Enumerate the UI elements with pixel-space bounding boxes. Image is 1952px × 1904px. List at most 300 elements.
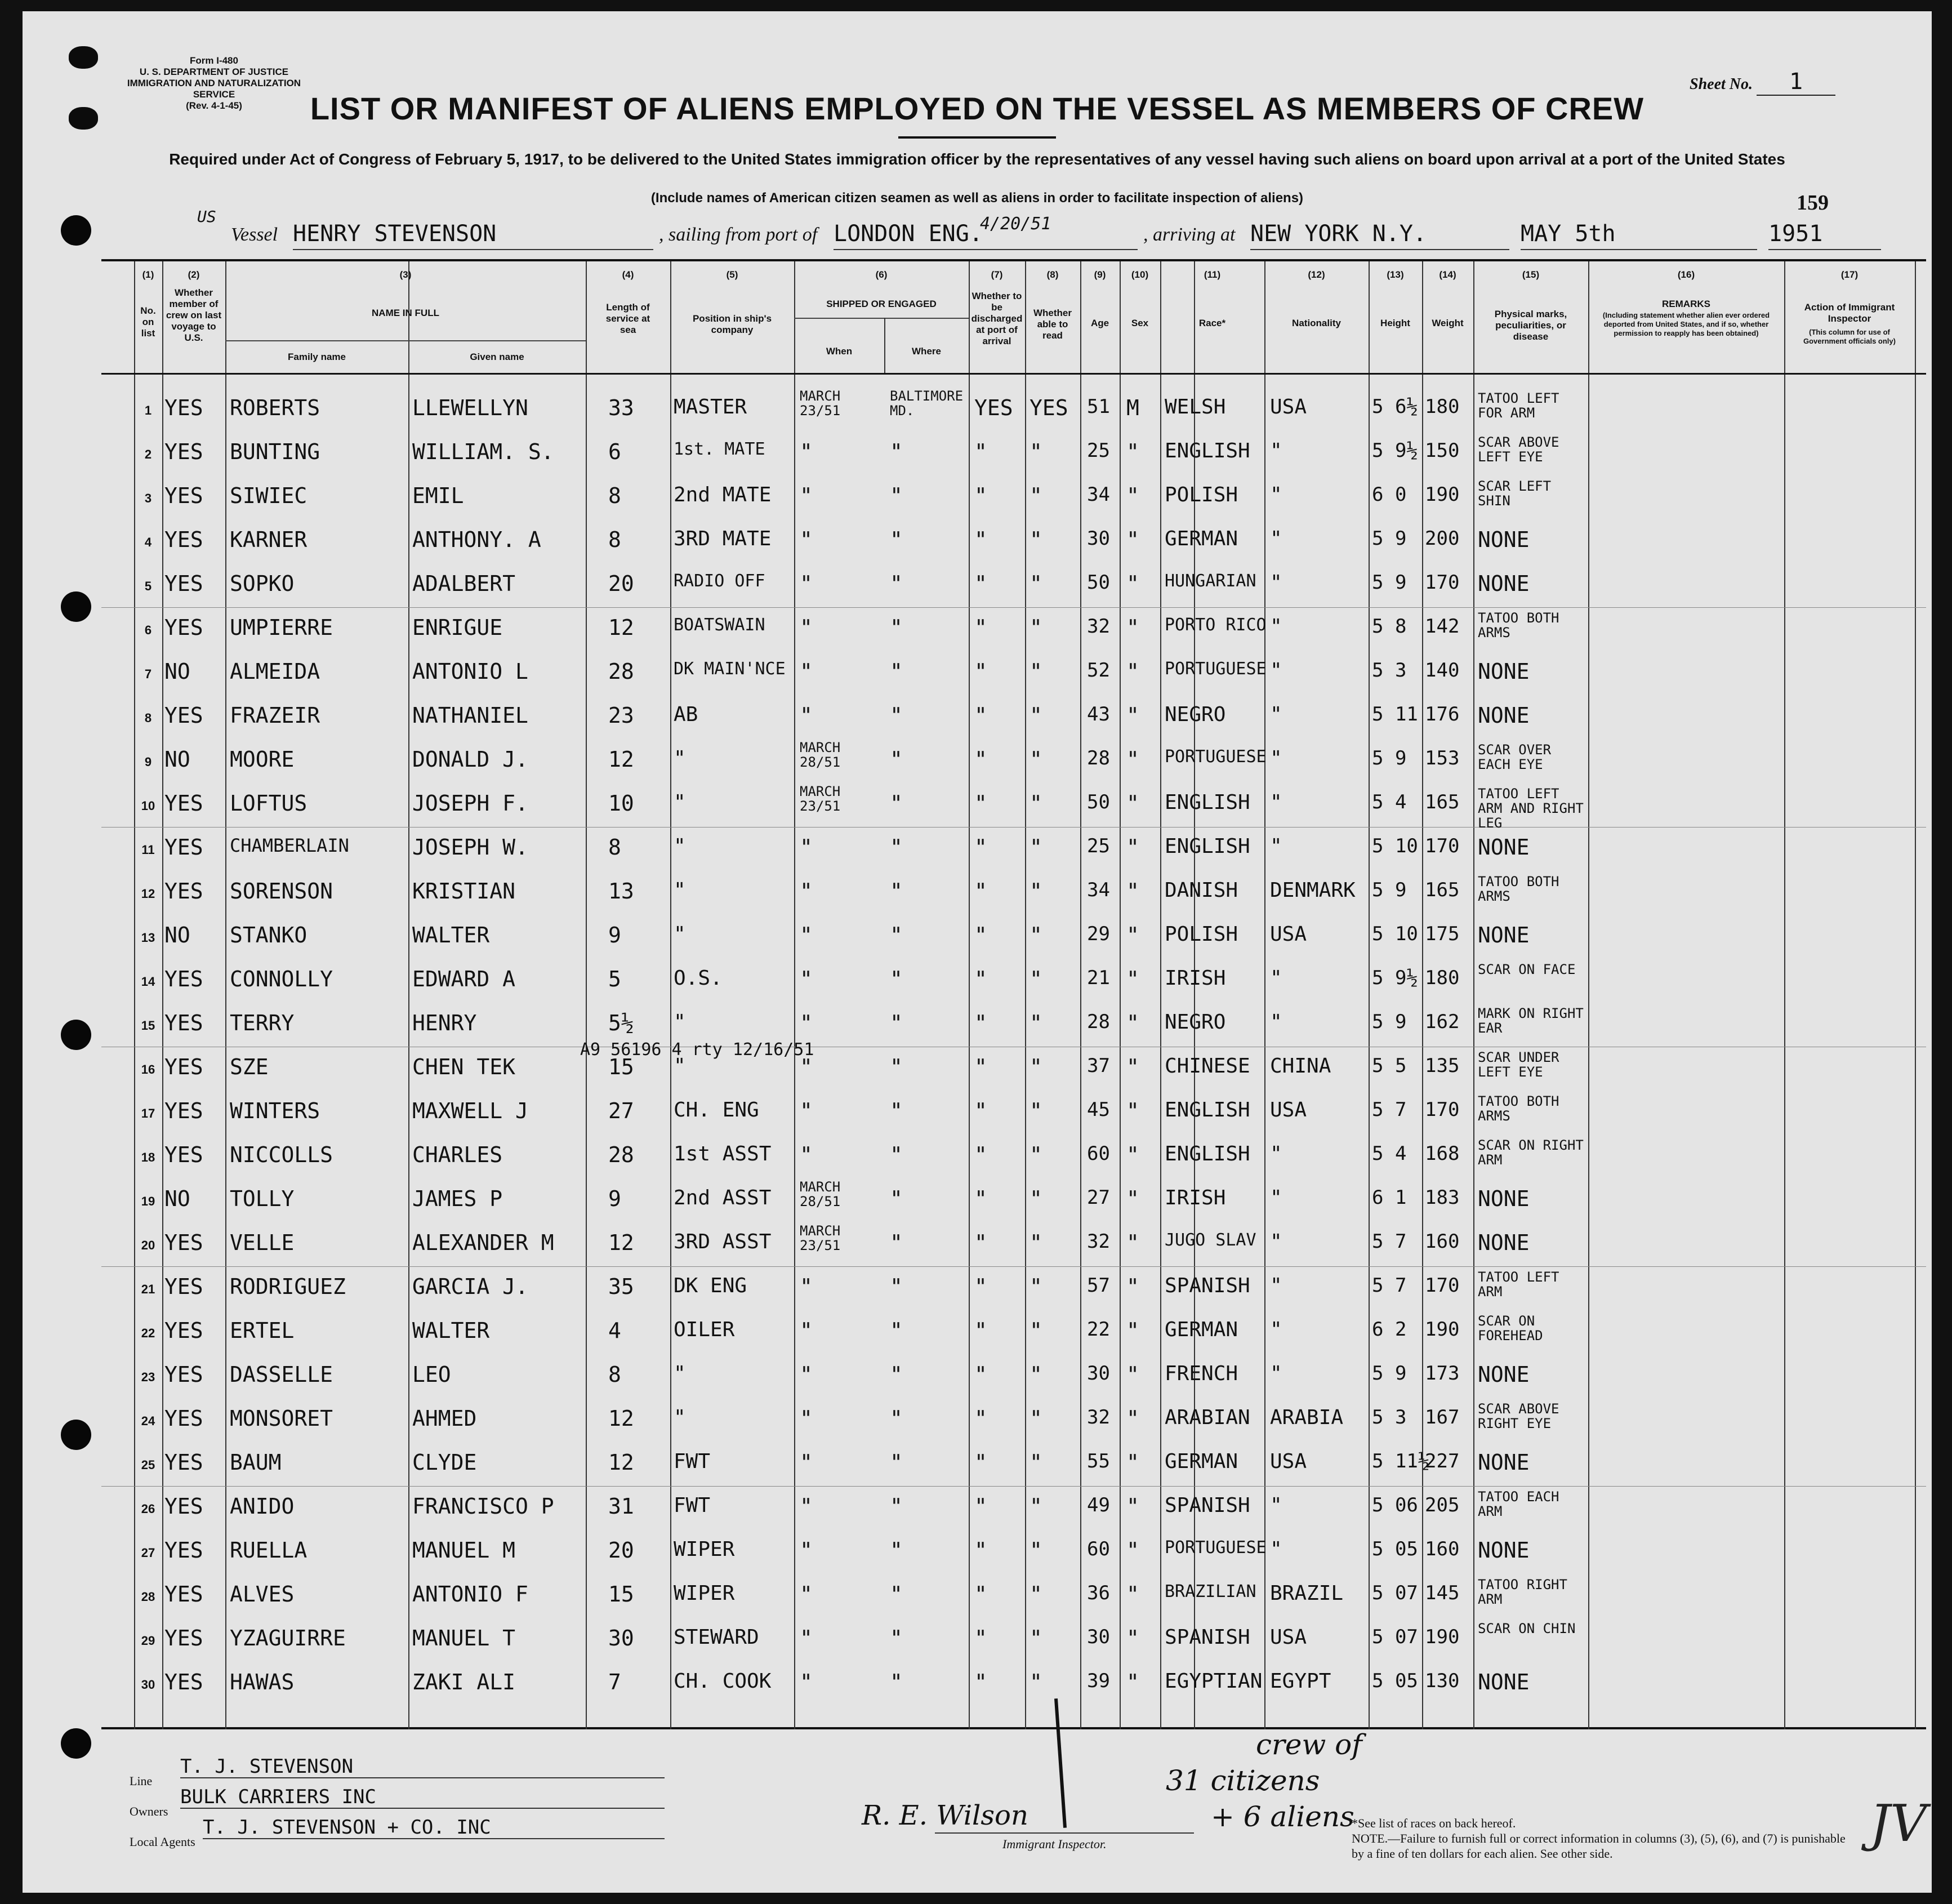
nationality: CHINA [1270, 1055, 1331, 1078]
physical-marks: NONE [1478, 527, 1530, 552]
race: SPANISH [1165, 1626, 1250, 1649]
col13-number: (13) [1387, 269, 1404, 280]
given-name: DONALD J. [412, 747, 528, 772]
shipped-where: " [890, 1274, 903, 1299]
inspector-label: Immigrant Inspector. [1002, 1837, 1107, 1851]
able-to-read: " [1030, 1626, 1042, 1651]
family-name: TERRY [230, 1011, 295, 1035]
weight: 170 [1425, 1274, 1460, 1297]
weight: 135 [1425, 1055, 1460, 1077]
race: ENGLISH [1165, 1098, 1250, 1122]
last-voyage: YES [164, 1274, 203, 1299]
service-length: 4 [608, 1318, 621, 1343]
service-name: IMMIGRATION AND NATURALIZATION SERVICE [127, 78, 301, 100]
weight: 150 [1425, 439, 1460, 462]
physical-marks: TATOO LEFT ARM AND RIGHT LEG [1478, 786, 1584, 831]
last-voyage: YES [164, 703, 203, 728]
weight: 183 [1425, 1186, 1460, 1209]
service-length: 13 [608, 879, 634, 904]
able-to-read: " [1030, 747, 1042, 772]
last-voyage: NO [164, 747, 190, 772]
col13-header: Height [1380, 318, 1410, 328]
last-voyage: YES [164, 527, 203, 552]
col3-number: (3) [399, 269, 412, 280]
row-number: 25 [141, 1458, 155, 1472]
family-name: CONNOLLY [230, 967, 333, 991]
discharged: " [974, 747, 987, 772]
col2-header: Whether member of crew on last voyage to U.S. [166, 287, 222, 343]
row-divider [101, 827, 1926, 828]
shipped-where: " [890, 1450, 903, 1475]
shipped-where: " [890, 967, 903, 991]
col17-number: (17) [1840, 269, 1859, 280]
age: 29 [1087, 923, 1110, 945]
col5-number: (5) [726, 269, 738, 280]
position: 2nd MATE [674, 483, 772, 506]
col9-number: (9) [1094, 269, 1106, 280]
height: 5 9 [1372, 747, 1407, 769]
race: CHINESE [1165, 1055, 1250, 1078]
col5-header: Position in ship's company [692, 313, 772, 335]
race: BRAZILIAN [1165, 1582, 1256, 1602]
service-annotation: A9 56196 4 rty 12/16/51 [580, 1040, 814, 1060]
given-name: WILLIAM. S. [412, 439, 554, 464]
shipped-when: " [800, 1626, 813, 1651]
physical-marks: NONE [1478, 1450, 1530, 1475]
family-name: VELLE [230, 1230, 295, 1255]
shipped-when: " [800, 439, 813, 464]
row-number: 20 [141, 1238, 155, 1252]
last-voyage: YES [164, 1670, 203, 1694]
service-length: 5 [608, 967, 621, 991]
sex: " [1126, 1230, 1139, 1255]
shipped-where: " [890, 483, 903, 508]
family-name: BUNTING [230, 439, 320, 464]
able-to-read: " [1030, 1406, 1042, 1431]
shipped-where: " [890, 1186, 903, 1211]
shipped-where: " [890, 439, 903, 464]
family-name: BAUM [230, 1450, 282, 1475]
weight: 227 [1425, 1450, 1460, 1473]
family-name: SORENSON [230, 879, 333, 904]
row-number: 29 [141, 1634, 155, 1648]
age: 55 [1087, 1450, 1110, 1473]
weight: 170 [1425, 835, 1460, 857]
weight: 175 [1425, 923, 1460, 945]
race: POLISH [1165, 483, 1238, 506]
able-to-read: " [1030, 1142, 1042, 1167]
given-name: ANTONIO F [412, 1582, 528, 1607]
height: 5 05 [1372, 1670, 1418, 1692]
age: 21 [1087, 967, 1110, 989]
col11-number: (11) [1204, 269, 1221, 280]
able-to-read: " [1030, 1494, 1042, 1519]
weight: 160 [1425, 1538, 1460, 1560]
punch-hole [61, 215, 91, 246]
physical-marks: NONE [1478, 571, 1530, 596]
physical-marks: TATOO BOTH ARMS [1478, 1093, 1559, 1124]
given-name: MAXWELL J [412, 1098, 528, 1123]
weight: 190 [1425, 483, 1460, 506]
sex: " [1126, 1670, 1139, 1694]
discharged: YES [974, 395, 1013, 420]
discharged: " [974, 967, 987, 991]
height: 5 5 [1372, 1055, 1407, 1077]
last-voyage: YES [164, 1318, 203, 1343]
height: 5 9 [1372, 527, 1407, 550]
race: DANISH [1165, 879, 1238, 902]
nationality: " [1270, 527, 1282, 550]
position: BOATSWAIN [674, 615, 765, 635]
given-name-header: Given name [470, 352, 524, 362]
race: PORTUGUESE [1165, 659, 1267, 679]
able-to-read: YES [1030, 395, 1068, 420]
family-name: SIWIEC [230, 483, 307, 508]
service-length: 6 [608, 439, 621, 464]
race: ENGLISH [1165, 439, 1250, 462]
given-name: ANTHONY. A [412, 527, 541, 552]
able-to-read: " [1030, 439, 1042, 464]
arriving-label: , arriving at [1143, 224, 1236, 245]
col17-note: (This column for use of Government officials only) [1803, 328, 1896, 345]
weight: 170 [1425, 571, 1460, 594]
given-name: MANUEL M [412, 1538, 516, 1563]
family-name: UMPIERRE [230, 615, 333, 640]
weight: 200 [1425, 527, 1460, 550]
race: GERMAN [1165, 1318, 1238, 1341]
weight: 162 [1425, 1011, 1460, 1033]
nationality: " [1270, 1538, 1282, 1561]
service-length: 28 [608, 659, 634, 684]
last-voyage: NO [164, 659, 190, 684]
shipped-when: " [800, 1011, 813, 1035]
race: JUGO SLAV [1165, 1230, 1256, 1250]
position: CH. ENG [674, 1098, 759, 1122]
weight: 205 [1425, 1494, 1460, 1516]
col9-header: Age [1090, 318, 1109, 328]
position: " [674, 879, 686, 902]
nationality: " [1270, 1318, 1282, 1341]
age: 32 [1087, 1230, 1110, 1253]
discharged: " [974, 791, 987, 816]
physical-marks: SCAR ABOVE LEFT EYE [1478, 434, 1559, 465]
sheet-label: Sheet No. [1690, 75, 1753, 93]
penalty-note: NOTE.—Failure to furnish full or correct information in columns (3), (5), (6), and (7) is punishable by a fine of ten dollars for each alien. See other side. [1352, 1831, 1846, 1861]
age: 45 [1087, 1098, 1110, 1121]
race: ENGLISH [1165, 835, 1250, 858]
race: PORTO RICO [1165, 615, 1267, 635]
family-name: MOORE [230, 747, 295, 772]
col8-number: (8) [1046, 269, 1059, 280]
family-name: YZAGUIRRE [230, 1626, 346, 1651]
col1-number: (1) [142, 269, 154, 280]
service-length: 8 [608, 1362, 621, 1387]
position: 2nd ASST [674, 1186, 772, 1209]
last-voyage: YES [164, 967, 203, 991]
col17-header: Action of Immigrant Inspector [1804, 302, 1895, 324]
discharged: " [974, 703, 987, 728]
physical-marks: NONE [1478, 1186, 1530, 1211]
able-to-read: " [1030, 1230, 1042, 1255]
race: FRENCH [1165, 1362, 1238, 1385]
position: " [674, 747, 686, 770]
last-voyage: NO [164, 923, 190, 947]
given-name: GARCIA J. [412, 1274, 528, 1299]
row-number: 26 [141, 1502, 155, 1516]
shipped-when: MARCH 28/51 [800, 740, 841, 770]
sex: " [1126, 1186, 1139, 1211]
discharged: " [974, 1494, 987, 1519]
row-number: 4 [144, 535, 152, 549]
able-to-read: " [1030, 879, 1042, 904]
shipped-when: " [800, 1318, 813, 1343]
given-name: ALEXANDER M [412, 1230, 554, 1255]
arrival-year: 1951 [1768, 220, 1881, 250]
age: 57 [1087, 1274, 1110, 1297]
page-subnote: (Include names of American citizen seamen as well as aliens in order to facilitate inspection of aliens) [650, 190, 1304, 206]
line-label: Line [130, 1774, 153, 1788]
shipped-when: " [800, 659, 813, 684]
weight: 140 [1425, 659, 1460, 682]
family-name: CHAMBERLAIN [230, 835, 349, 856]
col10-header: Sex [1131, 318, 1149, 328]
nationality: " [1270, 439, 1282, 462]
owners-label: Owners [130, 1804, 168, 1818]
sex: " [1126, 747, 1139, 772]
nationality: ARABIA [1270, 1406, 1344, 1429]
position: " [674, 1406, 686, 1429]
race: ENGLISH [1165, 1142, 1250, 1165]
service-length: 30 [608, 1626, 634, 1651]
sex: " [1126, 1626, 1139, 1651]
given-name: AHMED [412, 1406, 477, 1431]
sex: " [1126, 967, 1139, 991]
col16-number: (16) [1677, 269, 1695, 280]
last-voyage: YES [164, 835, 203, 860]
row-number: 18 [141, 1150, 155, 1164]
weight: 170 [1425, 1098, 1460, 1121]
race: ENGLISH [1165, 791, 1250, 814]
able-to-read: " [1030, 483, 1042, 508]
service-length: 20 [608, 571, 634, 596]
position: 1st ASST [674, 1142, 772, 1165]
shipped-where: " [890, 1142, 903, 1167]
age: 50 [1087, 571, 1110, 594]
service-length: 8 [608, 527, 621, 552]
given-name: JOSEPH F. [412, 791, 528, 816]
shipped-where: " [890, 1230, 903, 1255]
punch-hole [61, 1020, 91, 1050]
nationality: " [1270, 1230, 1282, 1253]
shipped-where: " [890, 659, 903, 684]
vessel-mark: US [197, 207, 216, 226]
family-name: ALVES [230, 1582, 295, 1607]
discharged: " [974, 615, 987, 640]
given-name: FRANCISCO P [412, 1494, 554, 1519]
age: 27 [1087, 1186, 1110, 1209]
last-voyage: YES [164, 483, 203, 508]
col6-number: (6) [875, 269, 888, 280]
shipped-when: " [800, 527, 813, 552]
position: MASTER [674, 395, 747, 419]
service-length: 31 [608, 1494, 634, 1519]
service-length: 15 [608, 1055, 634, 1079]
able-to-read: " [1030, 1055, 1042, 1079]
position: AB [674, 703, 698, 726]
shipped-where: " [890, 1011, 903, 1035]
date-mark: 4/20/51 [980, 214, 1051, 234]
position: DK MAIN'NCE [674, 659, 786, 679]
shipped-when: " [800, 1670, 813, 1694]
physical-marks: SCAR UNDER LEFT EYE [1478, 1049, 1559, 1080]
height: 5 11 [1372, 703, 1418, 726]
given-name: ANTONIO L [412, 659, 528, 684]
physical-marks: TATOO BOTH ARMS [1478, 874, 1559, 904]
row-number: 1 [144, 403, 152, 417]
position: 1st. MATE [674, 439, 765, 459]
height: 5 9 [1372, 879, 1407, 901]
given-name: ZAKI ALI [412, 1670, 516, 1694]
nationality: " [1270, 571, 1282, 594]
row-number: 16 [141, 1062, 155, 1076]
nationality: EGYPT [1270, 1670, 1331, 1693]
service-length: 12 [608, 1406, 634, 1431]
row-number: 13 [141, 931, 155, 945]
physical-marks: SCAR LEFT SHIN [1478, 478, 1552, 509]
service-length: 10 [608, 791, 634, 816]
family-name: ROBERTS [230, 395, 320, 420]
arrival-date: MAY 5th [1521, 220, 1757, 250]
shipped-when: " [800, 1582, 813, 1607]
row-number: 23 [141, 1370, 155, 1384]
position: O.S. [674, 967, 723, 990]
last-voyage: YES [164, 1494, 203, 1519]
last-voyage: YES [164, 1362, 203, 1387]
discharged: " [974, 1142, 987, 1167]
age: 50 [1087, 791, 1110, 813]
physical-marks: TATOO RIGHT ARM [1478, 1577, 1567, 1607]
physical-marks: SCAR ABOVE RIGHT EYE [1478, 1401, 1559, 1431]
physical-marks: NONE [1478, 1362, 1530, 1387]
race: POLISH [1165, 923, 1238, 946]
sex: " [1126, 1450, 1139, 1475]
row-number: 7 [144, 667, 152, 681]
weight: 153 [1425, 747, 1460, 769]
vessel-name: HENRY STEVENSON [293, 220, 653, 250]
position: 3RD ASST [674, 1230, 772, 1253]
last-voyage: YES [164, 395, 203, 420]
shipped-where: " [890, 571, 903, 596]
family-name: LOFTUS [230, 791, 307, 816]
able-to-read: " [1030, 835, 1042, 860]
vessel-label: Vessel [231, 224, 278, 245]
discharged: " [974, 439, 987, 464]
given-name: WALTER [412, 923, 490, 947]
shipped-where: " [890, 1055, 903, 1079]
sailing-port: LONDON ENG. [834, 220, 1138, 250]
physical-marks: NONE [1478, 1670, 1530, 1694]
nationality: " [1270, 791, 1282, 814]
physical-marks: TATOO BOTH ARMS [1478, 610, 1559, 640]
age: 34 [1087, 483, 1110, 506]
discharged: " [974, 1582, 987, 1607]
age: 30 [1087, 1362, 1110, 1385]
shipped-when: MARCH 23/51 [800, 784, 841, 814]
position: 3RD MATE [674, 527, 772, 550]
nationality: " [1270, 1011, 1282, 1034]
family-name-header: Family name [288, 352, 346, 362]
nationality: BRAZIL [1270, 1582, 1344, 1605]
given-name: WALTER [412, 1318, 490, 1343]
col14-header: Weight [1432, 318, 1464, 328]
discharged: " [974, 1450, 987, 1475]
able-to-read: " [1030, 791, 1042, 816]
height: 5 07 [1372, 1582, 1418, 1604]
physical-marks: MARK ON RIGHT EAR [1478, 1006, 1584, 1036]
service-length: 8 [608, 483, 621, 508]
last-voyage: YES [164, 439, 203, 464]
race: NEGRO [1165, 1011, 1226, 1034]
col7-number: (7) [991, 269, 1003, 280]
height: 5 9½ [1372, 967, 1418, 989]
service-length: 8 [608, 835, 621, 860]
discharged: " [974, 527, 987, 552]
nationality: USA [1270, 923, 1307, 946]
position: " [674, 1011, 686, 1034]
height: 5 9½ [1372, 439, 1418, 462]
weight: 173 [1425, 1362, 1460, 1385]
nationality: " [1270, 1362, 1282, 1385]
height: 5 07 [1372, 1626, 1418, 1648]
revision-date: (Rev. 4-1-45) [186, 100, 242, 111]
family-name: HAWAS [230, 1670, 295, 1694]
physical-marks: TATOO EACH ARM [1478, 1489, 1559, 1519]
race: NEGRO [1165, 703, 1226, 726]
weight: 160 [1425, 1230, 1460, 1253]
col14-number: (14) [1439, 269, 1456, 280]
last-voyage: YES [164, 1538, 203, 1563]
physical-marks: NONE [1478, 835, 1530, 860]
last-voyage: YES [164, 1055, 203, 1079]
able-to-read: " [1030, 1670, 1042, 1694]
col12-number: (12) [1308, 269, 1325, 280]
weight: 142 [1425, 615, 1460, 638]
row-number: 19 [141, 1194, 155, 1208]
shipped-where: " [890, 615, 903, 640]
col10-number: (10) [1131, 269, 1149, 280]
shipped-when: " [800, 1406, 813, 1431]
shipped-when: MARCH 23/51 [800, 388, 841, 419]
height: 5 3 [1372, 1406, 1407, 1429]
height: 5 7 [1372, 1230, 1407, 1253]
height: 6 0 [1372, 483, 1407, 506]
family-name: RUELLA [230, 1538, 307, 1563]
nationality: " [1270, 483, 1282, 506]
discharged: " [974, 1011, 987, 1035]
shipped-when: " [800, 1098, 813, 1123]
position: STEWARD [674, 1626, 759, 1649]
service-length: 12 [608, 747, 634, 772]
physical-marks: SCAR OVER EACH EYE [1478, 742, 1552, 772]
punch-hole [61, 1728, 91, 1759]
family-name: STANKO [230, 923, 307, 947]
sailing-label: , sailing from port of [659, 224, 818, 245]
able-to-read: " [1030, 1274, 1042, 1299]
shipped-when: " [800, 1450, 813, 1475]
discharged: " [974, 1538, 987, 1563]
nationality: " [1270, 1186, 1282, 1209]
punch-hole [61, 591, 91, 622]
